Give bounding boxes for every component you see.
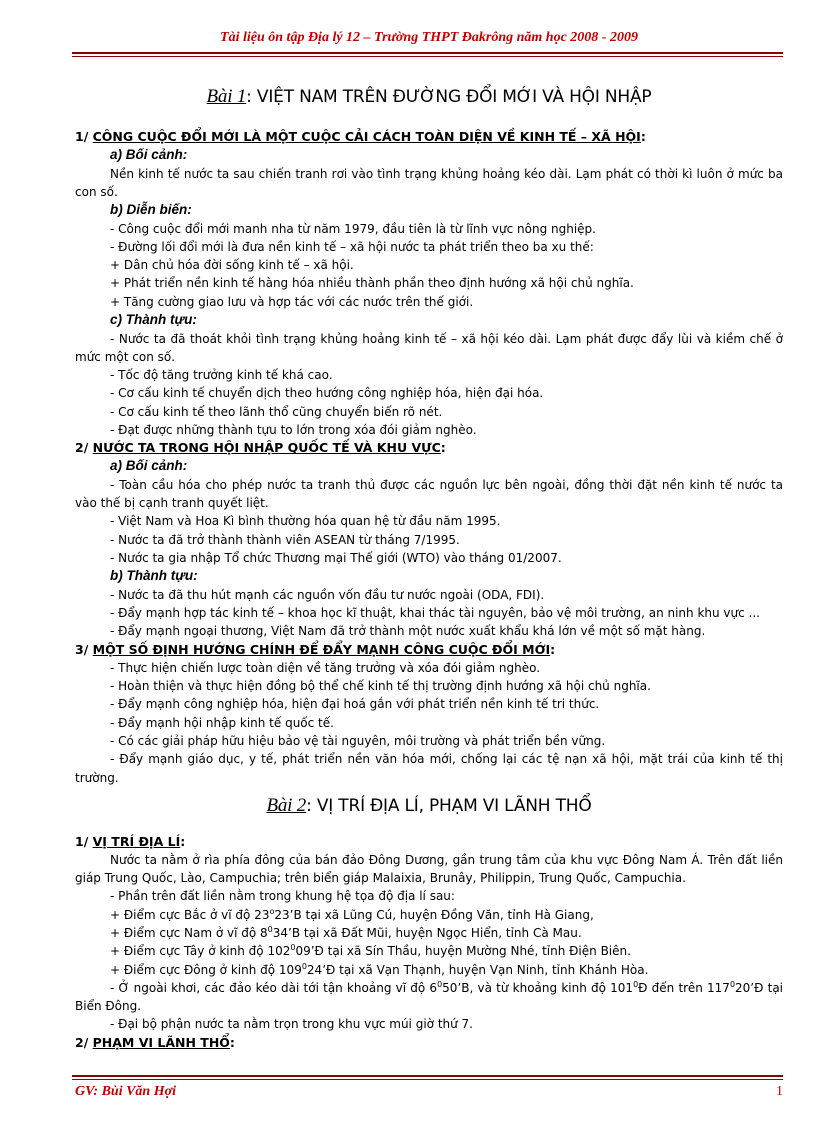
lesson-2-label: Bài 2 bbox=[266, 794, 307, 816]
section-2-heading: 2/ NƯỚC TA TRONG HỘI NHẬP QUỐC TẾ VÀ KHU VỰC: bbox=[75, 440, 446, 456]
paragraph: Nước ta nằm ở rìa phía đông của bán đảo Đông Dương, gần trung tâm của khu vực Đông Nam Á. Trên đất liền giáp Trung Quốc, Lào, Campuchia; trên biển giáp Malaixia, Brunây, Philippin, Trung Quốc, Campuchia. bbox=[75, 852, 783, 886]
teacher-name: GV: Bùi Văn Hợi bbox=[75, 1084, 177, 1099]
list-item: - Tốc độ tăng trưởng kinh tế khá cao. bbox=[110, 368, 333, 383]
section-title: VỊ TRÍ ĐỊA LÍ bbox=[92, 833, 181, 849]
page-header: Tài liệu ôn tập Địa lý 12 – Trường THPT Đakrông năm học 2008 - 2009 bbox=[220, 30, 638, 45]
list-item: + Điểm cực Tây ở kinh độ $102^009’Đ$ tại xã Sín Thầu, huyện Mường Nhé, tỉnh Điện Biên. bbox=[110, 943, 631, 959]
list-item: - Cơ cấu kinh tế chuyển dịch theo hướng công nghiệp hóa, hiện đại hóa. bbox=[110, 386, 544, 401]
list-item: - Đẩy mạnh công nghiệp hóa, hiện đại hoá gắn với phát triển nền kinh tế tri thức. bbox=[110, 697, 600, 712]
list-item: - Đạt được những thành tựu to lớn trong xóa đói giảm nghèo. bbox=[110, 423, 477, 438]
list-item: + Dân chủ hóa đời sống kinh tế – xã hội. bbox=[110, 258, 354, 273]
list-item: - Nước ta đã trở thành thành viên ASEAN từ tháng 7/1995. bbox=[110, 532, 460, 547]
list-item: - Đẩy mạnh hội nhập kinh tế quốc tế. bbox=[110, 715, 334, 730]
list-item: - Thực hiện chiến lược toàn diện về tăng trưởng và xóa đói giảm nghèo. bbox=[110, 660, 541, 675]
subheading: b) Thành tựu: bbox=[110, 568, 198, 584]
list-item: - Đẩy mạnh ngoại thương, Việt Nam đã trở thành một nước xuất khẩu khá lớn về một số mặt hàng. bbox=[110, 624, 706, 639]
subheading: c) Thành tựu: bbox=[110, 312, 197, 328]
section-title: PHẠM VI LÃNH THỔ bbox=[92, 1034, 230, 1050]
section-number: 1/ bbox=[75, 129, 93, 144]
lesson-1-heading: : VIỆT NAM TRÊN ĐƯỜNG ĐỔI MỚI VÀ HỘI NHẬP bbox=[246, 87, 652, 107]
list-item: + Điểm cực Đông ở kinh độ $109^024’Đ$ tại xã Vạn Thạnh, huyện Vạn Ninh, tỉnh Khánh Hòa. bbox=[110, 961, 649, 977]
lesson-1-title bbox=[75, 86, 783, 108]
list-item: - Đường lối đổi mới là đưa nền kinh tế – xã hội nước ta phát triển theo ba xu thế: bbox=[110, 239, 594, 254]
section-number: 1/ bbox=[75, 833, 93, 849]
paragraph: - Nước ta đã thoát khỏi tình trạng khủng hoảng kinh tế – xã hội kéo dài. Lạm phát được đẩy lùi và kiềm chế ở mức một con số. bbox=[75, 331, 783, 364]
section-number: 2/ bbox=[75, 1034, 93, 1050]
section-number: 2/ bbox=[75, 440, 93, 456]
paragraph: - Toàn cầu hóa cho phép nước ta tranh thủ được các nguồn lực bên ngoài, đồng thời đặt nền kinh tế nước ta vào thế bị cạnh tranh quyết liệt. bbox=[75, 477, 783, 511]
list-item: + Điểm cực Nam ở vĩ độ $8^034’B$ tại xã Đất Mũi, huyện Ngọc Hiển, tỉnh Cà Mau. bbox=[110, 925, 582, 940]
list-item: - Phần trên đất liền nằm trong khung hệ tọa độ địa lí sau: bbox=[110, 889, 455, 904]
list-item: - Đẩy mạnh hợp tác kinh tế – khoa học kĩ thuật, khai thác tài nguyên, bảo vệ môi trường, an ninh khu vực ... bbox=[110, 606, 760, 621]
list-item: - Nước ta đã thu hút mạnh các nguồn vốn đầu tư nước ngoài (ODA, FDI). bbox=[110, 587, 545, 602]
lesson-2-title bbox=[75, 795, 783, 817]
section-4-heading: 1/ VỊ TRÍ ĐỊA LÍ: bbox=[75, 833, 186, 849]
list-item: + Phát triển nền kinh tế hàng hóa nhiều thành phần theo định hướng xã hội chủ nghĩa. bbox=[110, 276, 634, 291]
page-number: 1 bbox=[776, 1084, 783, 1099]
section-title: NƯỚC TA TRONG HỘI NHẬP QUỐC TẾ VÀ KHU VỰC bbox=[92, 440, 441, 456]
subheading: a) Bối cảnh: bbox=[110, 458, 188, 474]
lesson-2-heading: : VỊ TRÍ ĐỊA LÍ, PHẠM VI LÃNH THỔ bbox=[306, 795, 592, 816]
header-rule bbox=[72, 52, 783, 57]
section-number: 3/ bbox=[75, 641, 93, 657]
list-item: - Có các giải pháp hữu hiệu bảo vệ tài nguyên, môi trường và phát triển bền vững. bbox=[110, 733, 606, 748]
document-body bbox=[75, 86, 783, 1052]
section-5-heading: 2/ PHẠM VI LÃNH THỔ: bbox=[75, 1034, 235, 1050]
list-item: - Công cuộc đổi mới manh nha từ năm 1979, đầu tiên là từ lĩnh vực nông nghiệp. bbox=[110, 221, 596, 236]
paragraph: Nền kinh tế nước ta sau chiến tranh rơi vào tình trạng khủng hoảng kéo dài. Lạm phát có thời kì luôn ở mức ba con số. bbox=[75, 166, 783, 199]
section-1-heading: 1/ CÔNG CUỘC ĐỔI MỚI LÀ MỘT CUỘC CẢI CÁCH TOÀN DIỆN VỀ KINH TẾ – XÃ HỘI: bbox=[75, 129, 646, 144]
paragraph: - Đẩy mạnh giáo dục, y tế, phát triển nền văn hóa mới, chống lại các tệ nạn xã hội, mặt trái của kinh tế thị trường. bbox=[75, 752, 783, 785]
list-item: - Hoàn thiện và thực hiện đồng bộ thể chế kinh tế thị trường định hướng xã hội chủ nghĩa. bbox=[110, 679, 651, 694]
paragraph: - Ở ngoài khơi, các đảo kéo dài tới tận khoảng vĩ độ $6^050’B$, và từ khoảng kinh độ $101^0Đ$ đến trên $117^020’Đ$ tại Biển Đông. bbox=[75, 979, 784, 1014]
list-item: - Đại bộ phận nước ta nằm trọn trong khu vực múi giờ thứ 7. bbox=[110, 1017, 473, 1032]
list-item: - Việt Nam và Hoa Kì bình thường hóa quan hệ từ đầu năm 1995. bbox=[110, 514, 501, 529]
section-title: MỘT SỐ ĐỊNH HƯỚNG CHÍNH ĐỂ ĐẨY MẠNH CÔNG CUỘC ĐỔI MỚI bbox=[92, 641, 551, 657]
list-item: + Tăng cường giao lưu và hợp tác với các nước trên thế giới. bbox=[110, 294, 474, 309]
subheading: b) Diễn biến: bbox=[110, 202, 192, 218]
lesson-1-label: Bài 1 bbox=[206, 86, 247, 107]
list-item: + Điểm cực Bắc ở vĩ độ 23$^o$23’B tại xã Lũng Cú, huyện Đồng Văn, tỉnh Hà Giang, bbox=[110, 906, 594, 922]
section-3-heading: 3/ MỘT SỐ ĐỊNH HƯỚNG CHÍNH ĐỂ ĐẨY MẠNH CÔNG CUỘC ĐỔI MỚI: bbox=[75, 641, 556, 657]
list-item: - Cơ cấu kinh tế theo lãnh thổ cũng chuyển biến rõ nét. bbox=[110, 404, 443, 419]
subheading: a) Bối cảnh: bbox=[110, 147, 188, 162]
footer-rule bbox=[72, 1075, 783, 1080]
list-item: - Nước ta gia nhập Tổ chức Thương mại Thế giới (WTO) vào tháng 01/2007. bbox=[110, 551, 562, 566]
section-title: CÔNG CUỘC ĐỔI MỚI LÀ MỘT CUỘC CẢI CÁCH TOÀN DIỆN VỀ KINH TẾ – XÃ HỘI bbox=[92, 129, 641, 144]
